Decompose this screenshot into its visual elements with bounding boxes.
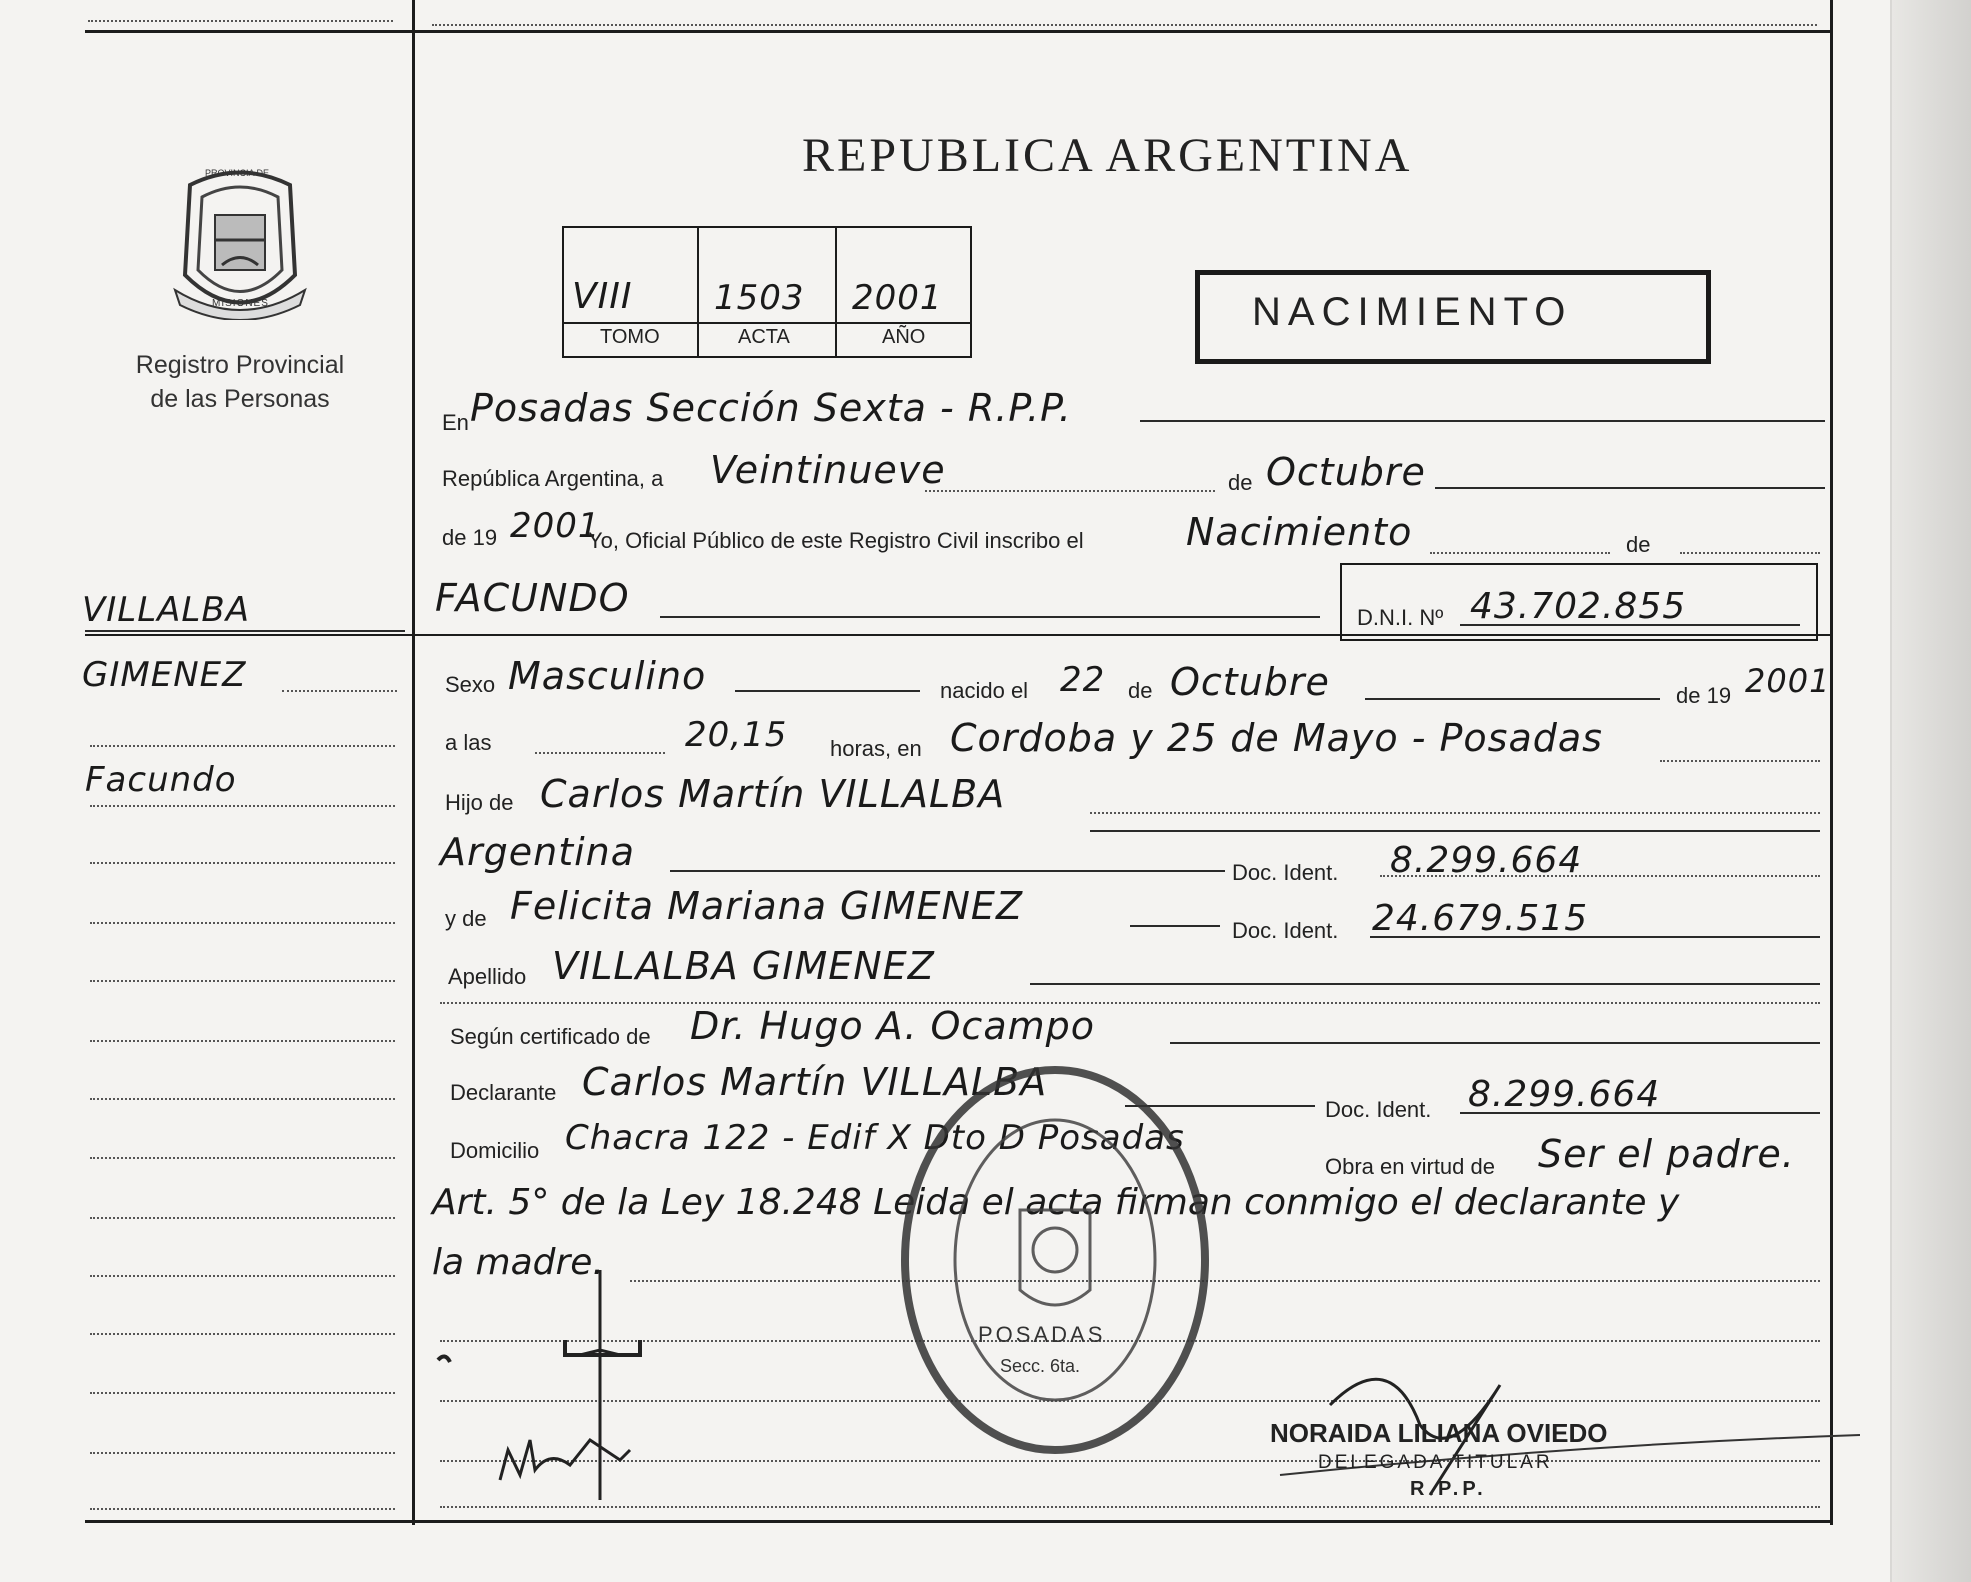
margin-dots-5 — [90, 922, 395, 924]
inscribo-value: Nacimiento — [1186, 510, 1413, 554]
father-nationality-value: Argentina — [440, 830, 636, 874]
record-box-label-rule — [562, 322, 972, 324]
record-box-divider-1 — [697, 226, 699, 356]
inscribo-label: Yo, Oficial Público de este Registro Civil inscribo el — [588, 528, 1084, 553]
margin-dots-7 — [90, 1040, 395, 1042]
note-line-2: la madre. — [432, 1242, 604, 1283]
birth-year-de-label: de 19 — [1676, 683, 1732, 708]
margin-dots-2 — [90, 745, 395, 747]
month-de-label: de — [1228, 470, 1253, 495]
alas-dots — [535, 752, 665, 754]
sexo-label: Sexo — [445, 672, 496, 697]
anio-label: AÑO — [882, 326, 926, 348]
seal-top-text: PROVINCIA DE — [205, 168, 270, 178]
mother-value: Felicita Mariana GIMENEZ — [510, 884, 1023, 928]
of-de-label: de — [1626, 532, 1651, 557]
dni-label: D.N.I. Nº — [1357, 605, 1444, 630]
dni-line — [1460, 624, 1800, 626]
delegate-office: R.P.P. — [1410, 1478, 1487, 1500]
birth-month-value: Octubre — [1170, 660, 1330, 704]
dni-value: 43.702.855 — [1470, 586, 1687, 627]
day-words-value: Veintinueve — [710, 448, 946, 492]
birth-month-line — [1365, 698, 1660, 700]
alas-label: a las — [445, 730, 492, 755]
note-dots-1 — [630, 1280, 1820, 1282]
top-rule — [85, 30, 1832, 33]
margin-dots-14 — [90, 1452, 395, 1454]
hour-value: 20,15 — [685, 715, 788, 755]
record-box-divider-2 — [835, 226, 837, 356]
day-dots — [925, 490, 1215, 492]
birth-de-label: de — [1128, 678, 1153, 703]
year-de-label: de 19 — [442, 525, 498, 550]
segun-label: Según certificado de — [450, 1024, 651, 1049]
nacido-label: nacido el — [940, 678, 1029, 703]
apellido-value: VILLALBA GIMENEZ — [552, 944, 935, 988]
margin-dots-8 — [90, 1098, 395, 1100]
delegate-role: DELEGADA TITULAR — [1318, 1452, 1553, 1473]
margin-dots-3 — [90, 805, 395, 807]
margin-dots-15 — [90, 1508, 395, 1510]
margin-dots-12 — [90, 1333, 395, 1335]
mother-doc-value: 24.679.515 — [1372, 898, 1589, 939]
margin-dots-1 — [282, 690, 397, 692]
margin-dots-6 — [90, 980, 395, 982]
month-value: Octubre — [1266, 450, 1426, 494]
year-value: 2001 — [510, 506, 601, 546]
country-title: REPUBLICA ARGENTINA — [802, 129, 1413, 182]
place-line — [1140, 420, 1825, 422]
mother-doc-line — [1370, 936, 1820, 938]
child-name-line — [660, 616, 1320, 618]
certificado-value: Dr. Hugo A. Ocampo — [690, 1004, 1095, 1048]
en-label: En — [442, 410, 469, 435]
margin-dots-10 — [90, 1217, 395, 1219]
page-edge — [1892, 0, 1971, 1582]
anio-value: 2001 — [852, 278, 943, 318]
margin-given-name: Facundo — [85, 760, 237, 800]
mother-doc-label: Doc. Ident. — [1232, 918, 1339, 943]
hijo-label: Hijo de — [445, 790, 514, 815]
registry-line-2: de las Personas — [150, 385, 330, 413]
father-doc-value: 8.299.664 — [1390, 840, 1583, 881]
apellido-line-2 — [440, 1002, 1820, 1004]
right-frame — [1830, 0, 1833, 1525]
acta-label: ACTA — [738, 326, 790, 348]
sexo-value: Masculino — [508, 654, 707, 698]
provincial-seal-icon — [170, 165, 310, 320]
stamp-section: Secc. 6ta. — [1000, 1356, 1081, 1376]
apellido-line-1 — [1030, 983, 1820, 985]
note-line-1: Art. 5° de la Ley 18.248 Leida el acta firman conmigo el declarante y — [432, 1182, 1680, 1223]
declarante-label: Declarante — [450, 1080, 557, 1105]
bottom-rule — [85, 1520, 1832, 1523]
birth-place-dots — [1660, 760, 1820, 762]
child-name-value: FACUNDO — [435, 576, 630, 620]
sexo-line — [735, 690, 920, 692]
stamp-city: POSADAS — [978, 1322, 1106, 1347]
obra-value: Ser el padre. — [1538, 1132, 1795, 1176]
registry-name — [100, 348, 380, 416]
registry-line-1: Registro Provincial — [135, 351, 345, 379]
left-column-rule — [412, 0, 415, 1525]
seal-bottom-text: MISIONES — [212, 298, 269, 309]
margin-dots-11 — [90, 1275, 395, 1277]
domicilio-label: Domicilio — [450, 1138, 540, 1163]
act-type-label: NACIMIENTO — [1252, 290, 1573, 334]
margin-dots-13 — [90, 1392, 395, 1394]
father-doc-dots — [1380, 875, 1820, 877]
of-dots — [1680, 552, 1820, 554]
republica-label: República Argentina, a — [442, 466, 664, 491]
apellido-label: Apellido — [448, 964, 527, 989]
tomo-label: TOMO — [600, 326, 660, 348]
declarante-doc-label: Doc. Ident. — [1325, 1097, 1432, 1122]
mother-label: y de — [445, 906, 487, 931]
declarante-doc-value: 8.299.664 — [1468, 1074, 1661, 1115]
mother-signature-icon — [430, 1260, 660, 1520]
father-dots — [1090, 812, 1820, 814]
declarante-value: Carlos Martín VILLALBA — [582, 1060, 1048, 1104]
margin-dots-4 — [90, 862, 395, 864]
inscribo-dots — [1430, 552, 1610, 554]
acta-value: 1503 — [714, 278, 805, 318]
father-value: Carlos Martín VILLALBA — [540, 772, 1006, 816]
obra-label: Obra en virtud de — [1325, 1154, 1495, 1179]
top-dots-left — [88, 20, 393, 22]
birth-year-value: 2001 — [1745, 662, 1831, 700]
official-stamp-icon — [890, 1050, 1220, 1470]
margin-surname-2: GIMENEZ — [82, 655, 247, 695]
nationality-line — [670, 870, 1225, 872]
margin-surname-1: VILLALBA — [82, 590, 250, 630]
father-doc-label: Doc. Ident. — [1232, 860, 1339, 885]
place-value: Posadas Sección Sexta - R.P.P. — [470, 386, 1072, 430]
margin-line-1 — [85, 630, 405, 632]
certificado-line — [1170, 1042, 1820, 1044]
birth-day-value: 22 — [1060, 660, 1106, 700]
birth-place-value: Cordoba y 25 de Mayo - Posadas — [950, 716, 1603, 760]
delegate-name: NORAIDA LILIANA OVIEDO — [1270, 1418, 1608, 1448]
mother-line — [1130, 925, 1220, 927]
tomo-value: VIII — [572, 276, 633, 317]
margin-dots-9 — [90, 1157, 395, 1159]
horas-label: horas, en — [830, 736, 922, 761]
declarante-doc-line — [1460, 1112, 1820, 1114]
top-dots-right — [432, 24, 1817, 26]
month-line — [1435, 487, 1825, 489]
domicilio-value: Chacra 122 - Edif X Dto D Posadas — [565, 1118, 1185, 1158]
father-line — [1090, 830, 1820, 832]
